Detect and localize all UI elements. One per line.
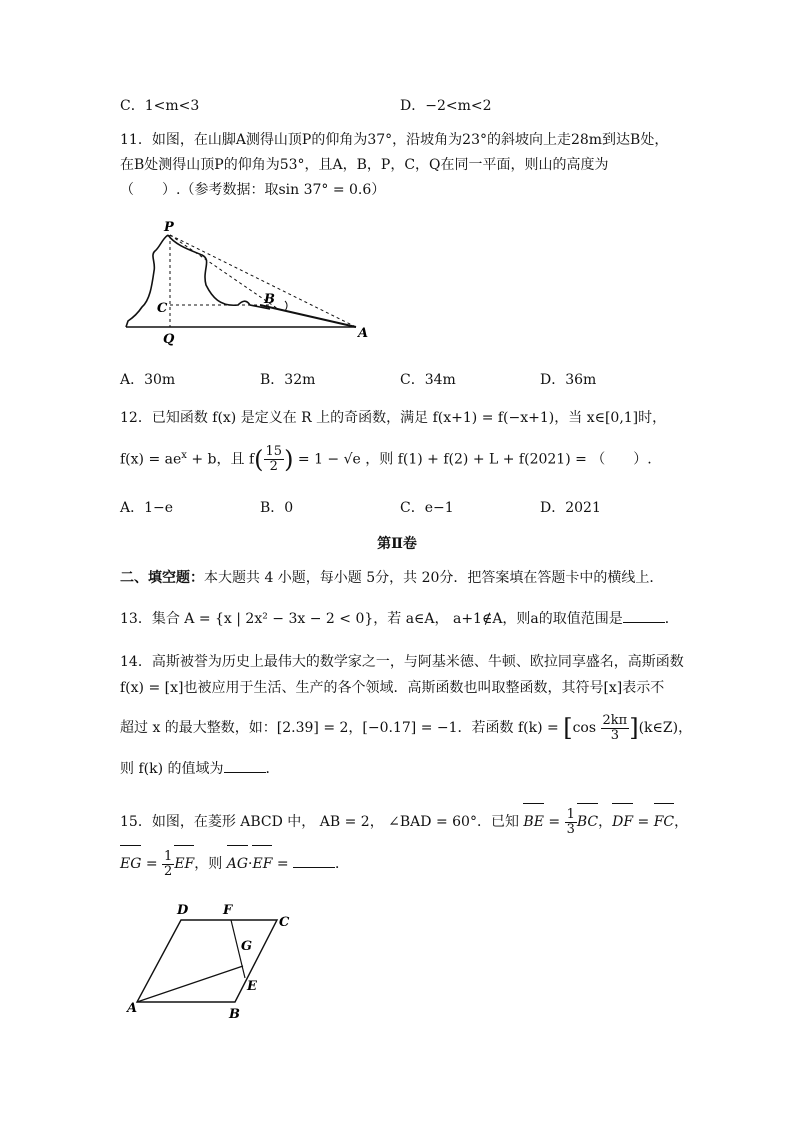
q14-fraction: $\frac{2k\pi}{3}$ — [602, 712, 628, 743]
q15-line-2: EG = $\frac{1}{2}$ EF，则 AG·EF = ． — [120, 848, 350, 879]
q12-line-2: $f(x) = ae^x + b$，且 f( $\frac{15}{2}$ ) = 1 − √e ，则 f(1) + f(2) + L + f(2021) = （ ）. — [120, 444, 652, 475]
q15-rhombus-figure — [115, 898, 305, 1023]
q11-option-b: B．32m — [260, 372, 316, 388]
q12-option-c: C．e−1 — [400, 500, 454, 516]
q15-label-d: D — [177, 903, 189, 918]
q14-answer-blank — [224, 758, 266, 773]
q15-label-b: B — [229, 1007, 240, 1022]
section-heading-bold: 二、填空题： — [120, 570, 204, 586]
q15-label-c: C — [279, 915, 290, 930]
q11-line-1: 11．如图，在山脚A测得山顶P的仰角为37°，沿坡角为23°的斜坡向上走28m到达B处， — [120, 132, 669, 148]
q15-line-1: 15．如图，在菱形 ABCD 中， AB = 2， ∠BAD = 60°．已知 BE = $\frac{1}{3}$ BC，DF = FC， — [120, 806, 689, 837]
q15-label-e: E — [247, 979, 257, 994]
q15-label-g: G — [241, 939, 253, 954]
q12-fx-c: = 1 − √e ，则 f(1) + f(2) + L + f(2021) = （ ）. — [293, 451, 652, 468]
q11-label-p: P — [164, 220, 174, 235]
q10-option-d: D．−2<m<2 — [400, 98, 492, 114]
q11-label-q: Q — [163, 332, 175, 347]
q12-option-a: A．1−e — [120, 500, 174, 516]
q14-line-3: 超过 x 的最大整数，如：[2.39] = 2，[−0.17] = −1．若函数 f(k) = [cos $\frac{2k\pi}{3}$ ](k∈Z)， — [120, 712, 693, 743]
q14-line-2: f(x) = [x]也被应用于生活、生产的各个领域．高斯函数也叫取整函数，其符号[x]表示不 — [120, 680, 665, 696]
section-heading — [120, 568, 663, 588]
q11-line-3: （ ）.（参考数据：取sin 37° = 0.6） — [120, 182, 386, 198]
section-heading-rest: 本大题共 4 小题，每小题 5分，共 20分．把答案填在答题卡中的横线上． — [204, 570, 664, 586]
q13-line: 13．集合 A = {x | 2x² − 3x − 2 < 0}，若 a∈A， a+1∉A，则a的取值范围是 ． — [120, 608, 679, 629]
q11-mountain-figure — [120, 215, 380, 350]
q14-line-1: 14．高斯被誉为历史上最伟大的数学家之一，与阿基米德、牛顿、欧拉同享盛名，高斯函数 — [120, 654, 684, 670]
q11-option-d: D．36m — [540, 372, 597, 388]
q15-answer-blank — [293, 853, 335, 868]
q11-line-2: 在B处测得山顶P的仰角为53°，且A，B，P，C，Q在同一平面，则山的高度为 — [120, 157, 609, 173]
q14-line-4: 则 f(k) 的值域为 ． — [120, 758, 280, 779]
q10-option-c: C．1<m<3 — [120, 98, 200, 114]
section-title: 第Ⅱ卷 — [377, 536, 417, 552]
q12-line-1: 12．已知函数 f(x) 是定义在 R 上的奇函数，满足 f(x+1) = f(−x+1)，当 x∈[0,1]时， — [120, 410, 667, 426]
q11-label-c: C — [157, 301, 168, 316]
q12-option-d: D．2021 — [540, 500, 601, 516]
q15-label-f: F — [223, 903, 233, 918]
q15-label-a: A — [127, 1001, 138, 1016]
q11-label-a: A — [358, 326, 369, 341]
q12-fraction: $\frac{15}{2}$ — [265, 444, 283, 475]
q11-option-c: C．34m — [400, 372, 456, 388]
q13-answer-blank — [623, 608, 665, 623]
q11-label-b: B — [264, 292, 275, 307]
q12-option-b: B．0 — [260, 500, 294, 516]
q13-text: 13．集合 A = {x | 2x² − 3x − 2 < 0}，若 a∈A， a+1∉A，则a的取值范围是 — [120, 611, 623, 627]
q12-fx-b: + b，且 f — [186, 451, 255, 468]
q11-option-a: A．30m — [120, 372, 176, 388]
q12-exp: x — [181, 450, 187, 461]
q12-fx-text: f(x) = ae — [120, 451, 182, 468]
